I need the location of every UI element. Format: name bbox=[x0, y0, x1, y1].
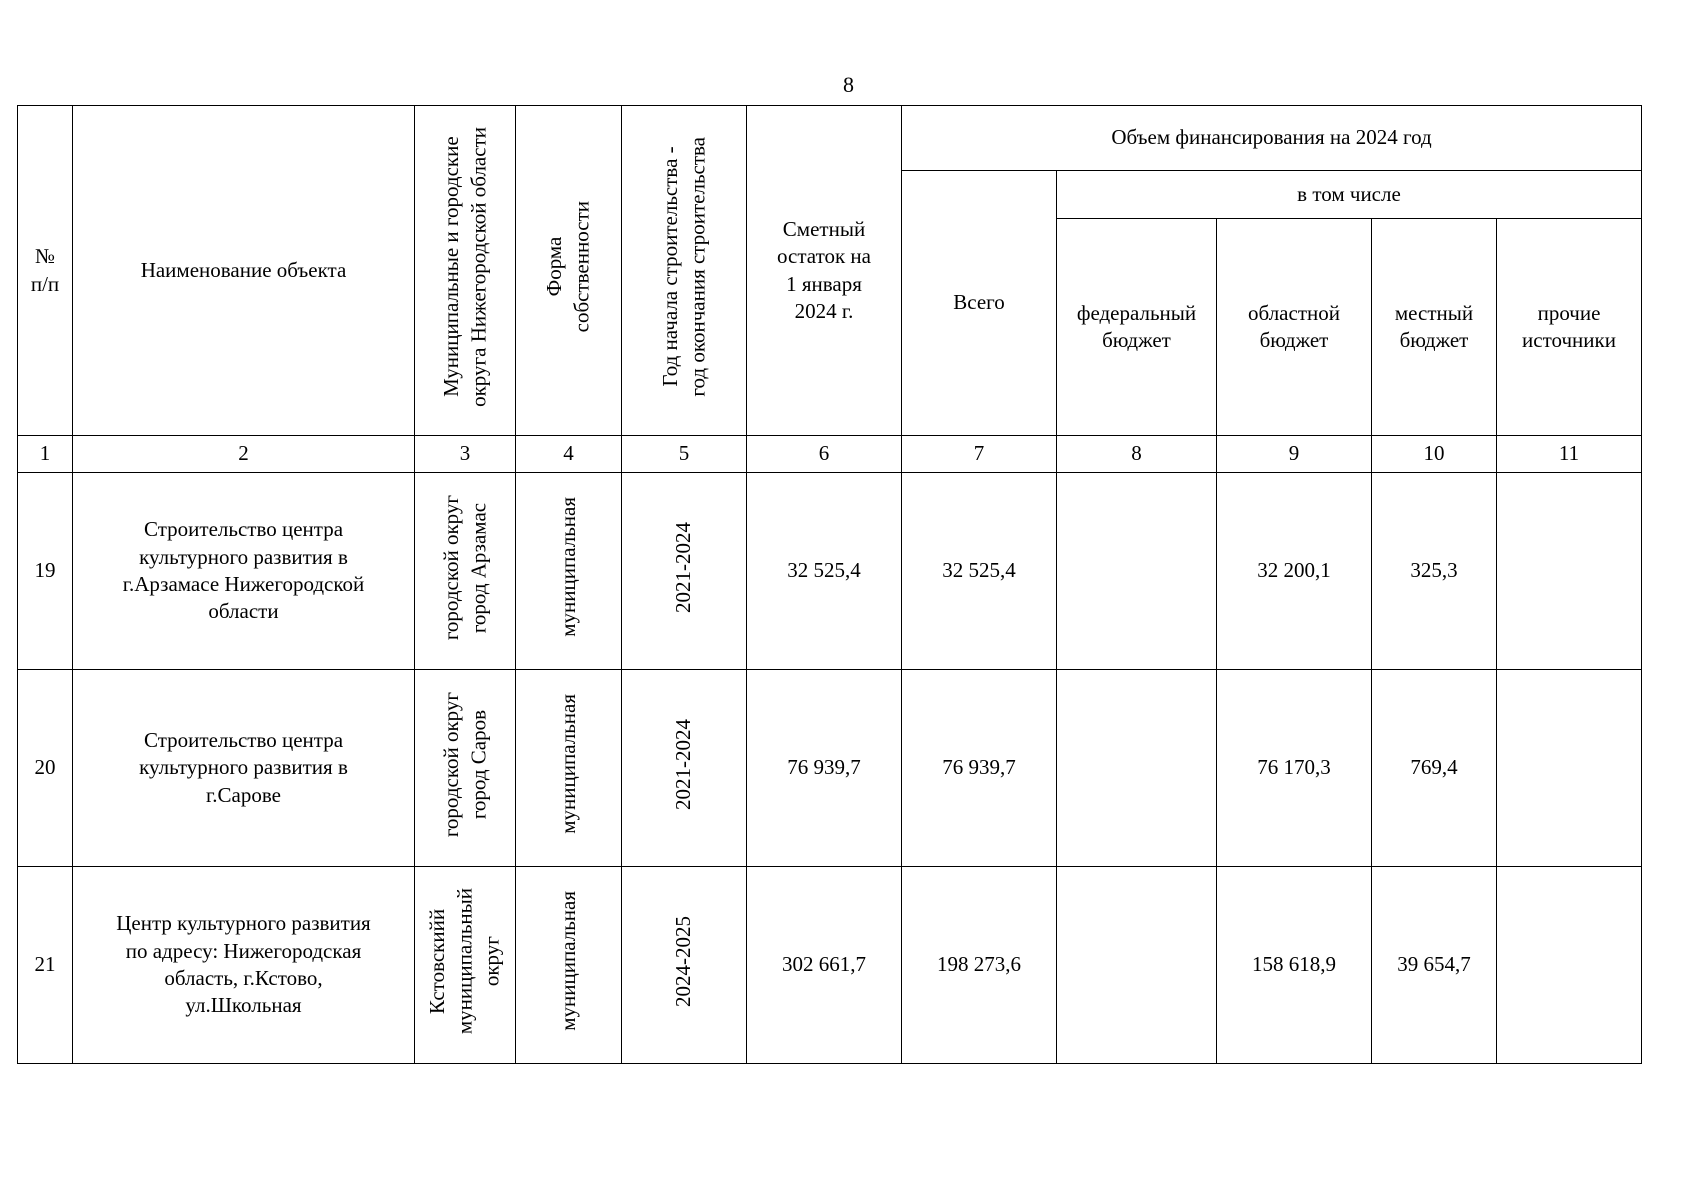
row-ownership: муниципальная bbox=[516, 867, 622, 1064]
row-estimate: 32 525,4 bbox=[747, 473, 902, 670]
row-regional: 76 170,3 bbox=[1217, 670, 1372, 867]
column-number: 5 bbox=[622, 436, 747, 473]
header-ownership: Форма собственности bbox=[516, 106, 622, 436]
row-federal bbox=[1057, 867, 1217, 1064]
column-number: 10 bbox=[1372, 436, 1497, 473]
row-federal bbox=[1057, 670, 1217, 867]
page-number: 8 bbox=[843, 72, 854, 97]
row-regional: 158 618,9 bbox=[1217, 867, 1372, 1064]
header-no: № п/п bbox=[18, 106, 73, 436]
row-federal bbox=[1057, 473, 1217, 670]
header-estimate: Сметный остаток на 1 января 2024 г. bbox=[747, 106, 902, 436]
column-number: 6 bbox=[747, 436, 902, 473]
column-number: 3 bbox=[415, 436, 516, 473]
column-number-row bbox=[18, 436, 1642, 473]
row-ownership: муниципальная bbox=[516, 670, 622, 867]
header-regional: областной бюджет bbox=[1217, 219, 1372, 436]
header-other: прочие источники bbox=[1497, 219, 1642, 436]
row-years: 2021-2024 bbox=[622, 473, 747, 670]
row-municipality: городской округ город Арзамас bbox=[415, 473, 516, 670]
header-including: в том числе bbox=[1057, 171, 1642, 219]
column-number: 7 bbox=[902, 436, 1057, 473]
row-regional: 32 200,1 bbox=[1217, 473, 1372, 670]
row-total: 32 525,4 bbox=[902, 473, 1057, 670]
header-years: Год начала строительства - год окончания строительства bbox=[622, 106, 747, 436]
column-number: 8 bbox=[1057, 436, 1217, 473]
row-years: 2024-2025 bbox=[622, 867, 747, 1064]
header-funding-title: Объем финансирования на 2024 год bbox=[902, 106, 1642, 171]
row-total: 198 273,6 bbox=[902, 867, 1057, 1064]
row-no: 21 bbox=[18, 867, 73, 1064]
header-name: Наименование объекта bbox=[73, 106, 415, 436]
header-local: местный бюджет bbox=[1372, 219, 1497, 436]
row-years: 2021-2024 bbox=[622, 670, 747, 867]
row-name: Строительство центра культурного развития в г.Сарове bbox=[73, 670, 415, 867]
row-municipality: городской округ город Саров bbox=[415, 670, 516, 867]
column-number: 4 bbox=[516, 436, 622, 473]
table-row bbox=[18, 867, 1642, 1064]
row-municipality: Кстовскийй муниципальный округ bbox=[415, 867, 516, 1064]
header-total: Всего bbox=[902, 171, 1057, 436]
row-other bbox=[1497, 670, 1642, 867]
row-name: Строительство центра культурного развития в г.Арзамасе Нижегородской области bbox=[73, 473, 415, 670]
row-no: 20 bbox=[18, 670, 73, 867]
row-total: 76 939,7 bbox=[902, 670, 1057, 867]
financing-table bbox=[17, 105, 1642, 1064]
column-number: 1 bbox=[18, 436, 73, 473]
row-other bbox=[1497, 867, 1642, 1064]
row-no: 19 bbox=[18, 473, 73, 670]
row-name: Центр культурного развития по адресу: Нижегородская область, г.Кстово, ул.Школьная bbox=[73, 867, 415, 1064]
row-local: 325,3 bbox=[1372, 473, 1497, 670]
row-estimate: 76 939,7 bbox=[747, 670, 902, 867]
row-local: 39 654,7 bbox=[1372, 867, 1497, 1064]
column-number: 2 bbox=[73, 436, 415, 473]
row-ownership: муниципальная bbox=[516, 473, 622, 670]
row-local: 769,4 bbox=[1372, 670, 1497, 867]
row-estimate: 302 661,7 bbox=[747, 867, 902, 1064]
header-federal: федеральный бюджет bbox=[1057, 219, 1217, 436]
table-row bbox=[18, 670, 1642, 867]
row-other bbox=[1497, 473, 1642, 670]
column-number: 9 bbox=[1217, 436, 1372, 473]
column-number: 11 bbox=[1497, 436, 1642, 473]
header-municipal: Муниципальные и городские округа Нижегородской области bbox=[415, 106, 516, 436]
table-row bbox=[18, 473, 1642, 670]
